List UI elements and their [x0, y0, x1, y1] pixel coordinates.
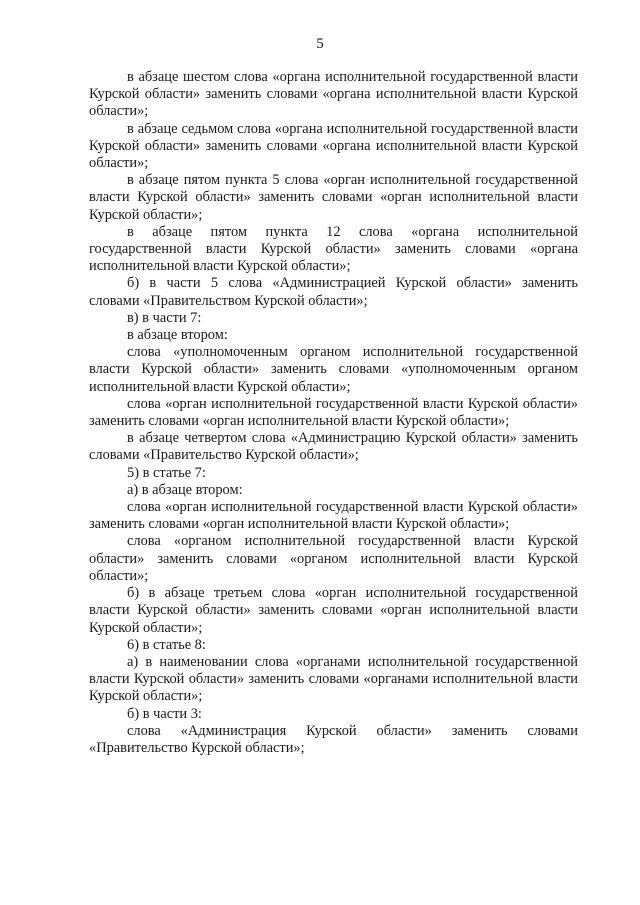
paragraph: слова «орган исполнительной государственной власти Курской области» заменить словами «орган исполнительной власти Курской области»; [89, 395, 578, 430]
paragraph: слова «орган исполнительной государственной власти Курской области» заменить словами «орган исполнительной власти Курской области»; [89, 499, 578, 533]
paragraph: слова «органом исполнительной государственной власти Курской области» заменить словами «органом исполнительной власти Курской области»; [89, 533, 578, 584]
paragraph: в абзаце пятом пункта 5 слова «орган исполнительной государственной власти Курской области» заменить словами «орган исполнительной власти Курской области»; [89, 172, 578, 223]
paragraph: б) в части 5 слова «Администрацией Курской области» заменить словами «Правительством Курской области»; [89, 275, 578, 309]
paragraph: в абзаце пятом пункта 12 слова «органа исполнительной государственной власти Курской области» заменить словами «органа исполнительной власти Курской области»; [89, 223, 578, 275]
paragraph: слова «Администрация Курской области» заменить словами «Правительство Курской области»; [89, 722, 578, 756]
document-body [89, 69, 578, 757]
paragraph: б) в части 3: [127, 705, 202, 722]
paragraph: в абзаце четвертом слова «Администрацию Курской области» заменить словами «Правительство Курской области»; [89, 430, 578, 464]
paragraph: 5) в статье 7: [127, 464, 206, 481]
page-number: 5 [316, 36, 324, 52]
paragraph: б) в абзаце третьем слова «орган исполнительной государственной власти Курской области» заменить словами «орган исполнительной власти Курской области»; [89, 585, 578, 636]
paragraph: а) в наименовании слова «органами исполнительной государственной власти Курской области» заменить словами «органами исполнительной власти Курской области»; [89, 653, 578, 705]
paragraph: в) в части 7: [127, 309, 202, 326]
paragraph: слова «уполномоченным органом исполнительной государственной власти Курской области» заменить словами «уполномоченным органом исполнительной власти Курской области»; [89, 344, 578, 395]
paragraph: 6) в статье 8: [127, 636, 206, 653]
paragraph: в абзаце седьмом слова «органа исполнительной государственной власти Курской области» заменить словами «органа исполнительной власти Курской области»; [89, 120, 578, 172]
paragraph: в абзаце втором: [127, 327, 228, 344]
paragraph: а) в абзаце втором: [127, 481, 243, 498]
paragraph: в абзаце шестом слова «органа исполнительной государственной власти Курской области» заменить словами «органа исполнительной власти Курской области»; [89, 69, 578, 120]
